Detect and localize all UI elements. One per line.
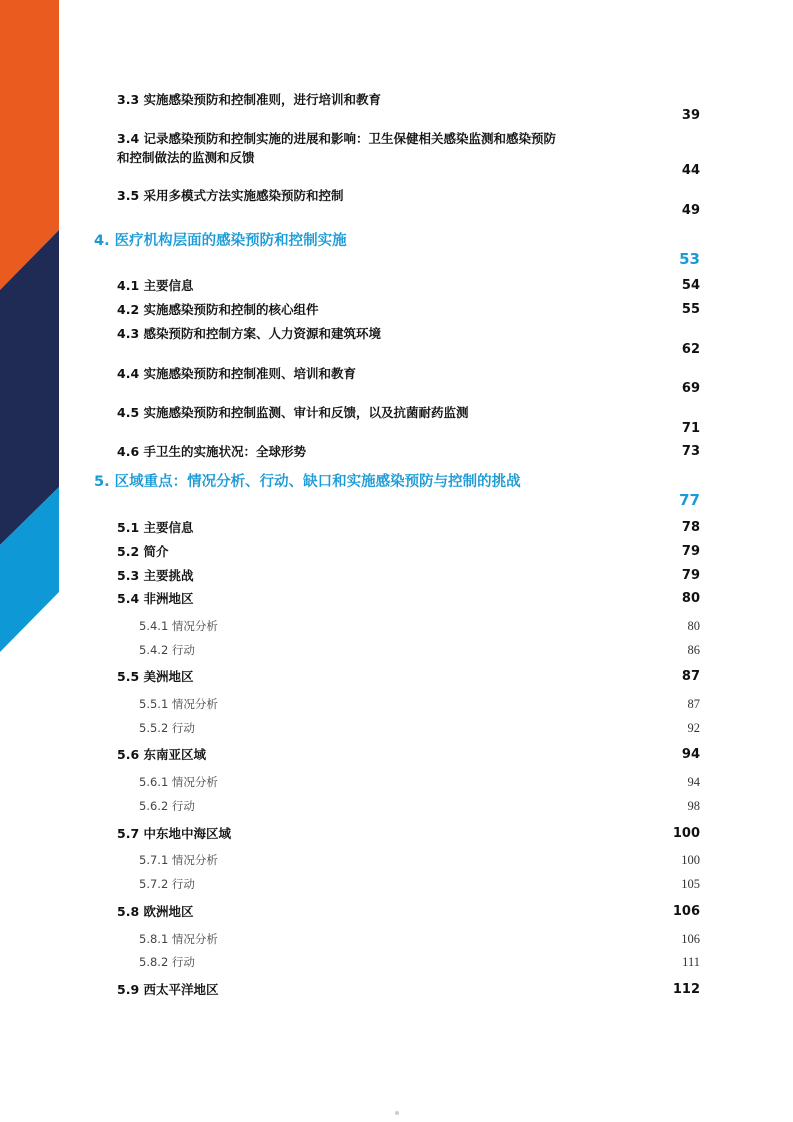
toc-page-number[interactable]: 94 [681,747,700,762]
toc-entry-title: 5.6.2 行动 [139,799,195,813]
toc-entry-title: 5.7 中东地中海区域 [117,826,231,841]
toc-entry-link[interactable] [117,519,194,537]
toc-entry-title: 5.5.1 情况分析 [139,697,218,711]
toc-entry-link[interactable] [94,473,521,491]
toc-page-number[interactable]: 80 [687,619,700,633]
toc-entry-link[interactable] [139,719,195,737]
toc-entry-link[interactable] [139,953,195,971]
toc-page-number[interactable]: 62 [681,342,700,357]
toc-entry-title-continued[interactable]: 和控制做法的监测和反馈 [117,150,255,165]
toc-page-number[interactable]: 54 [681,278,700,293]
toc-entry-link[interactable] [117,187,344,205]
toc-entry-link[interactable] [117,404,469,422]
toc-entry-title: 5.6.1 情况分析 [139,775,218,789]
toc-entry-title: 5.4.2 行动 [139,643,195,657]
toc-entry-title: 5.7.2 行动 [139,877,195,891]
toc-page-number[interactable]: 39 [681,108,700,123]
toc-entry-link[interactable] [117,277,194,295]
toc-entry-link[interactable] [117,746,206,764]
toc-entry-title: 5.6 东南亚区域 [117,747,206,762]
toc-page-number[interactable]: 100 [681,853,700,867]
toc-entry-link[interactable] [117,443,306,461]
toc-page-number[interactable]: 77 [679,491,700,509]
toc-page-number[interactable]: 49 [681,203,700,218]
toc-entry-title: 3.4 记录感染预防和控制实施的进展和影响：卫生保健相关感染监测和感染预防 [117,131,556,146]
page-marker-dot [395,1111,399,1115]
toc-page-number[interactable]: 94 [687,775,700,789]
toc-entry-title: 5.8.1 情况分析 [139,932,218,946]
toc-entry-title: 5.8 欧洲地区 [117,904,194,919]
toc-entry-title: 4.2 实施感染预防和控制的核心组件 [117,302,319,317]
toc-page-number[interactable]: 87 [681,669,700,684]
toc-entry-title: 3.3 实施感染预防和控制准则，进行培训和教育 [117,92,381,107]
toc-entry-title: 3.5 采用多模式方法实施感染预防和控制 [117,188,344,203]
toc-page-number[interactable]: 80 [681,591,700,606]
toc-page-number[interactable]: 111 [682,955,700,969]
decorative-side-band [0,0,60,660]
toc-entry-title: 5.5.2 行动 [139,721,195,735]
toc-page-number[interactable]: 78 [681,520,700,535]
toc-entry-link[interactable] [117,130,556,148]
toc-entry-title: 5.4.1 情况分析 [139,619,218,633]
toc-entry-link[interactable] [117,590,194,608]
toc-entry-link[interactable] [117,543,169,561]
toc-entry-link[interactable] [139,695,218,713]
toc-entry-title: 5.4 非洲地区 [117,591,194,606]
toc-page-number[interactable]: 100 [672,826,700,841]
toc-page-number[interactable]: 98 [687,799,700,813]
toc-entry-title: 4. 医疗机构层面的感染预防和控制实施 [94,233,347,249]
toc-entry-title: 5.3 主要挑战 [117,568,194,583]
toc-entry-title: 4.6 手卫生的实施状况：全球形势 [117,444,306,459]
toc-entry-title: 4.4 实施感染预防和控制准则、培训和教育 [117,366,356,381]
toc-entry-title: 4.5 实施感染预防和控制监测、审计和反馈，以及抗菌耐药监测 [117,405,469,420]
toc-page-number[interactable]: 112 [672,982,700,997]
toc-entry-link[interactable] [139,797,195,815]
toc-page-number[interactable]: 105 [681,877,700,891]
toc-page-number[interactable]: 106 [672,904,700,919]
toc-entry-title: 5.1 主要信息 [117,520,194,535]
toc-entry-title: 5.7.1 情况分析 [139,853,218,867]
toc-entry-link[interactable] [139,641,195,659]
toc-entry-title: 4.1 主要信息 [117,278,194,293]
toc-entry-link[interactable] [139,773,218,791]
toc-entry-link[interactable] [117,325,381,343]
toc-entry-link[interactable] [117,668,194,686]
toc-entry-link[interactable] [117,981,219,999]
toc-entry-title: 5.8.2 行动 [139,955,195,969]
toc-entry-link[interactable] [117,365,356,383]
toc-entry-link[interactable] [117,301,319,319]
toc-page-number[interactable]: 79 [681,568,700,583]
toc-page-number[interactable]: 69 [681,381,700,396]
toc-entry-title: 5.9 西太平洋地区 [117,982,219,997]
toc-entry-link[interactable] [139,617,218,635]
toc-entry-title: 5. 区域重点：情况分析、行动、缺口和实施感染预防与控制的挑战 [94,474,521,490]
toc-entry-link[interactable] [139,875,195,893]
toc-page-number[interactable]: 86 [687,643,700,657]
toc-entry-link[interactable] [117,91,381,109]
toc-entry-link[interactable] [139,930,218,948]
toc-page-number[interactable]: 55 [681,302,700,317]
toc-entry-title: 5.5 美洲地区 [117,669,194,684]
toc-page-number[interactable]: 87 [687,697,700,711]
toc-entry-link[interactable] [117,903,194,921]
toc-entry-link[interactable] [139,851,218,869]
toc-entry-title: 4.3 感染预防和控制方案、人力资源和建筑环境 [117,326,381,341]
toc-entry-title: 5.2 简介 [117,544,169,559]
toc-page-number[interactable]: 53 [679,250,700,268]
toc-entry-link[interactable] [94,232,347,250]
toc-page-number[interactable]: 71 [681,421,700,436]
toc-page-number[interactable]: 44 [681,163,700,178]
toc-page-number[interactable]: 106 [681,932,700,946]
toc-entry-link[interactable] [117,825,231,843]
toc-page-number[interactable]: 92 [687,721,700,735]
toc-page-number[interactable]: 79 [681,544,700,559]
toc-entry-link[interactable] [117,567,194,585]
toc-page-number[interactable]: 73 [681,444,700,459]
